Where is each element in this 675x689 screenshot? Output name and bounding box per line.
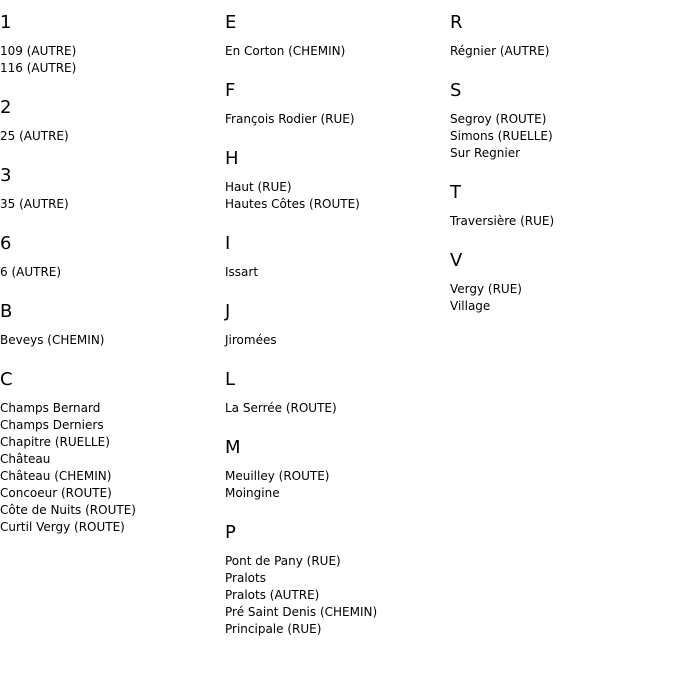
- street-link[interactable]: Côte de Nuits (ROUTE): [0, 503, 136, 517]
- street-link[interactable]: 109 (AUTRE): [0, 44, 77, 58]
- street-link[interactable]: Régnier (AUTRE): [450, 44, 550, 58]
- letter-heading: P: [225, 522, 236, 543]
- street-link[interactable]: Jiromées: [225, 333, 277, 347]
- letter-heading: 3: [0, 165, 12, 186]
- street-link[interactable]: Sur Regnier: [450, 146, 521, 160]
- street-link[interactable]: La Serrée (ROUTE): [225, 401, 337, 415]
- street-link[interactable]: Moingine: [225, 486, 280, 500]
- street-link[interactable]: Beveys (CHEMIN): [0, 333, 105, 347]
- letter-heading: S: [450, 80, 462, 101]
- street-list: [225, 111, 445, 128]
- letter-heading: I: [225, 233, 231, 254]
- street-link[interactable]: 6 (AUTRE): [0, 265, 62, 279]
- street-list: [0, 400, 220, 536]
- letter-heading: M: [225, 437, 241, 458]
- street-link[interactable]: Concoeur (ROUTE): [0, 486, 112, 500]
- street-list: [450, 111, 670, 162]
- street-link[interactable]: 25 (AUTRE): [0, 129, 69, 143]
- letter-group: [225, 439, 445, 502]
- letter-heading: T: [450, 182, 461, 203]
- letter-heading: 6: [0, 233, 12, 254]
- letter-group: [225, 303, 445, 349]
- street-link[interactable]: Segroy (ROUTE): [450, 112, 547, 126]
- street-link[interactable]: Chapitre (RUELLE): [0, 435, 110, 449]
- letter-group: [0, 371, 220, 536]
- letter-group: [0, 14, 220, 77]
- letter-group: [0, 167, 220, 213]
- street-index-column-3: [450, 14, 670, 337]
- street-list: [225, 468, 445, 502]
- letter-heading: R: [450, 12, 463, 33]
- street-link[interactable]: Simons (RUELLE): [450, 129, 553, 143]
- letter-heading: H: [225, 148, 239, 169]
- street-link[interactable]: Pralots: [225, 571, 266, 585]
- letter-group: [225, 371, 445, 417]
- letter-heading: F: [225, 80, 236, 101]
- letter-group: [0, 303, 220, 349]
- letter-group: [450, 252, 670, 315]
- street-link[interactable]: 116 (AUTRE): [0, 61, 77, 75]
- letter-group: [225, 14, 445, 60]
- street-link[interactable]: Curtil Vergy (ROUTE): [0, 520, 125, 534]
- street-index-column-1: [0, 14, 220, 558]
- street-link[interactable]: Village: [450, 299, 491, 313]
- street-link[interactable]: François Rodier (RUE): [225, 112, 355, 126]
- letter-heading: L: [225, 369, 236, 390]
- street-link[interactable]: Traversière (RUE): [450, 214, 555, 228]
- street-link[interactable]: Haut (RUE): [225, 180, 292, 194]
- street-list: [0, 128, 220, 145]
- letter-heading: B: [0, 301, 13, 322]
- street-list: [225, 553, 445, 638]
- street-list: [225, 43, 445, 60]
- street-link[interactable]: Champs Bernard: [0, 401, 101, 415]
- street-link[interactable]: Pré Saint Denis (CHEMIN): [225, 605, 378, 619]
- letter-heading: J: [225, 301, 231, 322]
- letter-group: [450, 184, 670, 230]
- letter-heading: V: [450, 250, 463, 271]
- street-list: [0, 196, 220, 213]
- street-link[interactable]: Issart: [225, 265, 259, 279]
- letter-group: [225, 82, 445, 128]
- letter-group: [450, 82, 670, 162]
- street-link[interactable]: Principale (RUE): [225, 622, 322, 636]
- letter-heading: 1: [0, 12, 12, 33]
- street-list: [0, 264, 220, 281]
- street-list: [0, 332, 220, 349]
- letter-heading: E: [225, 12, 237, 33]
- letter-group: [225, 150, 445, 213]
- street-list: [450, 43, 670, 60]
- letter-heading: C: [0, 369, 13, 390]
- letter-group: [0, 99, 220, 145]
- street-link[interactable]: Hautes Côtes (ROUTE): [225, 197, 360, 211]
- street-link[interactable]: Meuilley (ROUTE): [225, 469, 330, 483]
- street-link[interactable]: Vergy (RUE): [450, 282, 522, 296]
- street-index-column-2: [225, 14, 445, 660]
- street-list: [225, 264, 445, 281]
- street-list: [225, 179, 445, 213]
- street-list: [450, 281, 670, 315]
- letter-group: [450, 14, 670, 60]
- street-link[interactable]: Champs Derniers: [0, 418, 104, 432]
- letter-group: [225, 235, 445, 281]
- street-link[interactable]: Pont de Pany (RUE): [225, 554, 341, 568]
- street-list: [0, 43, 220, 77]
- letter-group: [0, 235, 220, 281]
- street-link[interactable]: Pralots (AUTRE): [225, 588, 320, 602]
- letter-group: [225, 524, 445, 638]
- street-link[interactable]: Château (CHEMIN): [0, 469, 112, 483]
- street-list: [225, 400, 445, 417]
- street-link[interactable]: En Corton (CHEMIN): [225, 44, 346, 58]
- street-link[interactable]: Château: [0, 452, 51, 466]
- street-list: [225, 332, 445, 349]
- street-list: [450, 213, 670, 230]
- street-link[interactable]: 35 (AUTRE): [0, 197, 69, 211]
- letter-heading: 2: [0, 97, 12, 118]
